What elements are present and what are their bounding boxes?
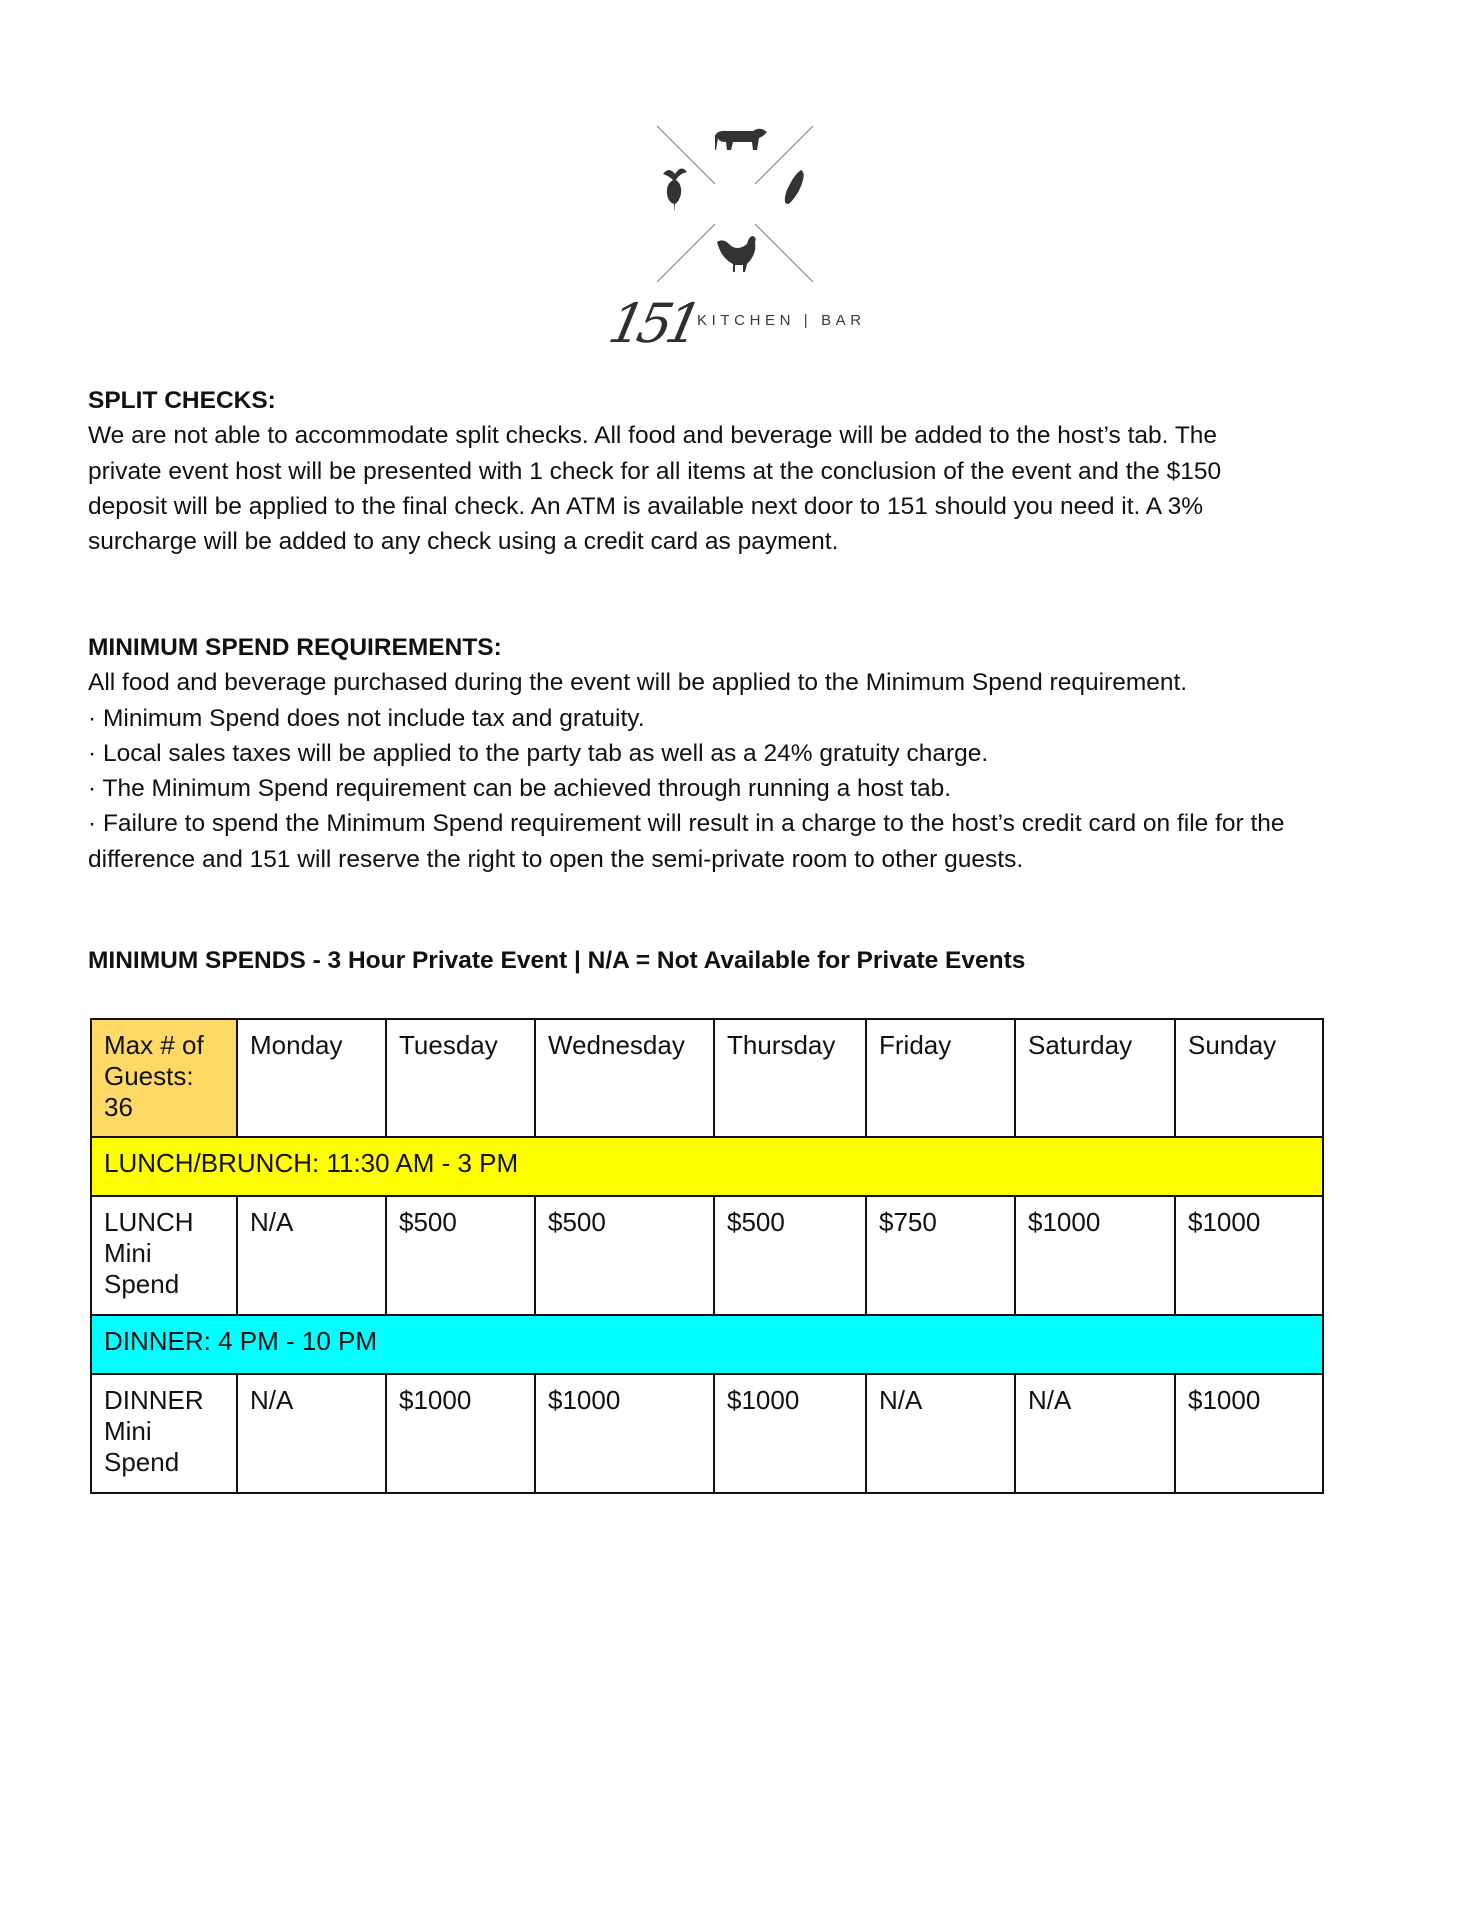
split-checks-section (88, 383, 1418, 559)
beet-icon (663, 168, 687, 212)
requirement-bullet: · Local sales taxes will be applied to the party tab as well as a 24% gratuity charge. (88, 739, 989, 767)
lunch-band-label: LUNCH/BRUNCH: 11:30 AM - 3 PM (91, 1137, 1323, 1196)
requirement-bullet: · The Minimum Spend requirement can be achieved through running a host tab. (88, 775, 952, 803)
dinner-value-thursday: $1000 (714, 1374, 866, 1493)
dinner-band-row (91, 1315, 1323, 1374)
day-header-tuesday: Tuesday (386, 1019, 535, 1137)
dinner-band-label: DINNER: 4 PM - 10 PM (91, 1315, 1323, 1374)
dinner-value-wednesday: $1000 (535, 1374, 714, 1493)
lunch-value-wednesday: $500 (535, 1196, 714, 1315)
table-header-row (91, 1019, 1323, 1137)
chicken-icon (717, 236, 756, 272)
corn-icon (785, 170, 804, 204)
lunch-value-tuesday: $500 (386, 1196, 535, 1315)
day-header-friday: Friday (866, 1019, 1015, 1137)
day-header-saturday: Saturday (1015, 1019, 1175, 1137)
requirement-bullet: · Failure to spend the Minimum Spend requirement will result in a charge to the host’s credit card on file for the (88, 810, 1285, 838)
split-checks-line: surcharge will be added to any check using a credit card as payment. (88, 528, 839, 556)
max-guests-cell: Max # of Guests: 36 (91, 1019, 237, 1137)
day-header-sunday: Sunday (1175, 1019, 1323, 1137)
requirement-line: difference and 151 will reserve the right to open the semi-private room to other guests. (88, 845, 1024, 873)
minimum-spends-table (90, 1018, 1324, 1494)
minimum-spend-requirements-section (88, 630, 1418, 877)
cow-icon (715, 129, 767, 150)
requirement-bullet: · Minimum Spend does not include tax and gratuity. (88, 704, 645, 732)
lunch-value-friday: $750 (866, 1196, 1015, 1315)
dinner-value-sunday: $1000 (1175, 1374, 1323, 1493)
logo-number: 151 (603, 292, 702, 355)
lunch-value-saturday: $1000 (1015, 1196, 1175, 1315)
lunch-row-label: LUNCH Mini Spend (91, 1196, 237, 1315)
lunch-value-sunday: $1000 (1175, 1196, 1323, 1315)
split-checks-line: We are not able to accommodate split checks. All food and beverage will be added to the host’s tab. The (88, 422, 1218, 450)
minimum-spends-table-title: MINIMUM SPENDS - 3 Hour Private Event | N/A = Not Available for Private Events (88, 947, 1026, 974)
dinner-value-monday: N/A (237, 1374, 386, 1493)
lunch-value-monday: N/A (237, 1196, 386, 1315)
split-checks-line: private event host will be presented with 1 check for all items at the conclusion of the event and the $150 (88, 457, 1222, 485)
minimum-spend-heading: MINIMUM SPEND REQUIREMENTS: (88, 634, 502, 661)
split-checks-line: deposit will be applied to the final check. An ATM is available next door to 151 should you need it. A 3% (88, 492, 1204, 520)
day-header-monday: Monday (237, 1019, 386, 1137)
dinner-value-saturday: N/A (1015, 1374, 1175, 1493)
dinner-value-friday: N/A (866, 1374, 1015, 1493)
dinner-value-tuesday: $1000 (386, 1374, 535, 1493)
day-header-thursday: Thursday (714, 1019, 866, 1137)
requirement-line: All food and beverage purchased during the event will be applied to the Minimum Spend requirement. (88, 669, 1188, 697)
dinner-row-label: DINNER Mini Spend (91, 1374, 237, 1493)
day-header-wednesday: Wednesday (535, 1019, 714, 1137)
table-row (91, 1196, 1323, 1315)
lunch-band-row (91, 1137, 1323, 1196)
lunch-value-thursday: $500 (714, 1196, 866, 1315)
restaurant-logo (600, 110, 890, 355)
table-row (91, 1374, 1323, 1493)
logo-cross-mark (655, 124, 815, 284)
logo-wordmark: KITCHEN | BAR (697, 312, 866, 329)
split-checks-heading: SPLIT CHECKS: (88, 387, 276, 414)
